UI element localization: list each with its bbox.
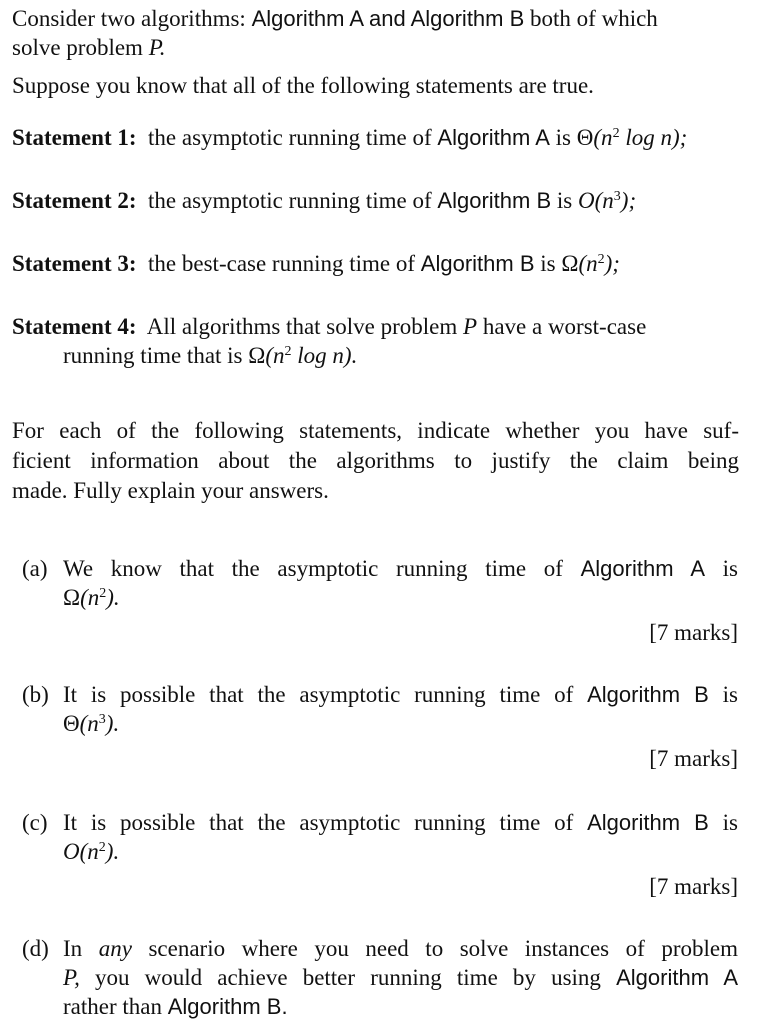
question-a-marks: [7 marks] (649, 620, 738, 645)
intro-solve: solve problem (12, 35, 143, 60)
question-a-formula (63, 584, 120, 611)
question-d-any: any (98, 936, 132, 961)
statement-4-tail: log n). (291, 343, 358, 368)
statement-4-text-3: running time that is (63, 343, 243, 368)
question-a-expr: (n (80, 585, 100, 610)
question-d-algorithm-a: Algorithm A (616, 965, 738, 990)
question-b-formula (63, 710, 119, 737)
statement-4 (12, 313, 646, 340)
statement-4-formula (248, 343, 357, 368)
intro-problem-p: P. (148, 35, 166, 60)
question-d-problem-p: P, (63, 965, 80, 990)
statement-2-exp: 3 (613, 189, 621, 204)
statement-2-formula (578, 188, 636, 213)
question-a-bound: Ω (63, 585, 81, 610)
intro-suppose: Suppose you know that all of the following statements are true. (12, 73, 594, 98)
statement-1-tail: log n); (619, 125, 688, 150)
intro-consider: Consider two algorithms: (12, 6, 246, 31)
question-c-algorithm: Algorithm B (587, 810, 709, 835)
statement-4-label: Statement 4: (12, 314, 137, 339)
question-c-line-1 (63, 809, 738, 836)
question-b-label: (b) (22, 682, 49, 707)
statement-2-label: Statement 2: (12, 188, 137, 213)
instructions-line-3: made. Fully explain your answers. (12, 478, 329, 503)
question-b-line-1 (63, 681, 738, 708)
statement-4-expr: (n (265, 343, 285, 368)
statement-4-text-1: All algorithms that solve problem (146, 314, 458, 339)
question-c-expr: (n (79, 839, 99, 864)
statement-3-bound: Ω (561, 251, 579, 276)
statement-3-tail: ); (604, 251, 620, 276)
statement-2 (12, 187, 636, 214)
question-b-text: It is possible that the asymptotic running time of (63, 682, 574, 707)
question-b-bound: Θ (63, 711, 80, 736)
question-b-exp: 3 (98, 712, 106, 727)
question-c-tail: ). (105, 839, 120, 864)
question-d-line-1 (63, 935, 738, 962)
statement-2-text: the asymptotic running time of (148, 188, 432, 213)
statement-3-algorithm: Algorithm B (420, 251, 535, 276)
statement-1-text: the asymptotic running time of (148, 125, 432, 150)
statement-3-exp: 2 (597, 252, 605, 267)
question-b-expr: (n (79, 711, 99, 736)
question-a-tail: ). (106, 585, 120, 610)
question-d-line-2 (63, 964, 738, 991)
instructions-line-2: ficient information about the algorithms to justify the claim being (12, 448, 739, 473)
question-b-tail: ). (105, 711, 120, 736)
statement-2-is: is (556, 188, 573, 213)
question-a-exp: 2 (99, 586, 107, 601)
statement-1-label: Statement 1: (12, 125, 137, 150)
question-c-marks: [7 marks] (649, 874, 738, 899)
statement-3-text: the best-case running time of (148, 251, 416, 276)
question-d-text-3: rather than (63, 994, 162, 1019)
statement-1-algorithm: Algorithm A (437, 125, 550, 150)
question-b-marks: [7 marks] (649, 746, 738, 771)
statement-1-is: is (555, 125, 572, 150)
statement-3-expr: (n (578, 251, 598, 276)
statement-1-expr: (n (593, 125, 613, 150)
statement-1-bound: Θ (576, 125, 594, 150)
question-a-label: (a) (22, 556, 48, 581)
instructions-line-1: For each of the following statements, indicate whether you have suf- (12, 418, 739, 443)
statement-4-continued (63, 342, 357, 369)
statement-4-exp: 2 (284, 344, 292, 359)
statement-1 (12, 124, 687, 151)
question-a-algorithm: Algorithm A (580, 556, 705, 581)
intro-line-2 (12, 34, 166, 61)
question-d-algorithm-b: Algorithm B. (167, 994, 288, 1019)
statement-3 (12, 250, 620, 277)
question-d-text-1: scenario where you need to solve instances of problem (148, 936, 738, 961)
statement-3-is: is (540, 251, 556, 276)
question-a-is: is (722, 556, 739, 581)
question-c-text: It is possible that the asymptotic running time of (63, 810, 574, 835)
statement-2-expr: (n (594, 188, 614, 213)
statement-1-exp: 2 (612, 126, 620, 141)
question-a-text: We know that the asymptotic running time of (63, 556, 563, 581)
intro-algorithms: Algorithm A and Algorithm B (251, 6, 525, 31)
question-c-is: is (722, 810, 739, 835)
question-c-formula (63, 838, 119, 865)
statement-4-text-2: have a worst-case (482, 314, 647, 339)
statement-2-algorithm: Algorithm B (437, 188, 552, 213)
question-d-text-2: you would achieve better running time by using (95, 965, 601, 990)
statement-3-label: Statement 3: (12, 251, 137, 276)
question-b-is: is (722, 682, 739, 707)
question-d-line-3 (63, 993, 288, 1020)
intro-line-1 (12, 5, 658, 32)
question-c-label: (c) (22, 810, 48, 835)
question-d-in: In (63, 936, 83, 961)
question-b-algorithm: Algorithm B (587, 682, 709, 707)
question-c-bound: O (63, 839, 80, 864)
statement-2-tail: ); (620, 188, 637, 213)
question-c-exp: 2 (98, 840, 106, 855)
statement-3-formula (561, 251, 620, 276)
statement-2-bound: O (577, 188, 595, 213)
question-d-label: (d) (22, 936, 49, 961)
intro-both: both of which (530, 6, 658, 31)
statement-4-bound: Ω (248, 343, 266, 368)
question-a-line-1 (63, 555, 738, 582)
statement-4-problem-p: P (463, 314, 478, 339)
statement-1-formula (577, 125, 688, 150)
